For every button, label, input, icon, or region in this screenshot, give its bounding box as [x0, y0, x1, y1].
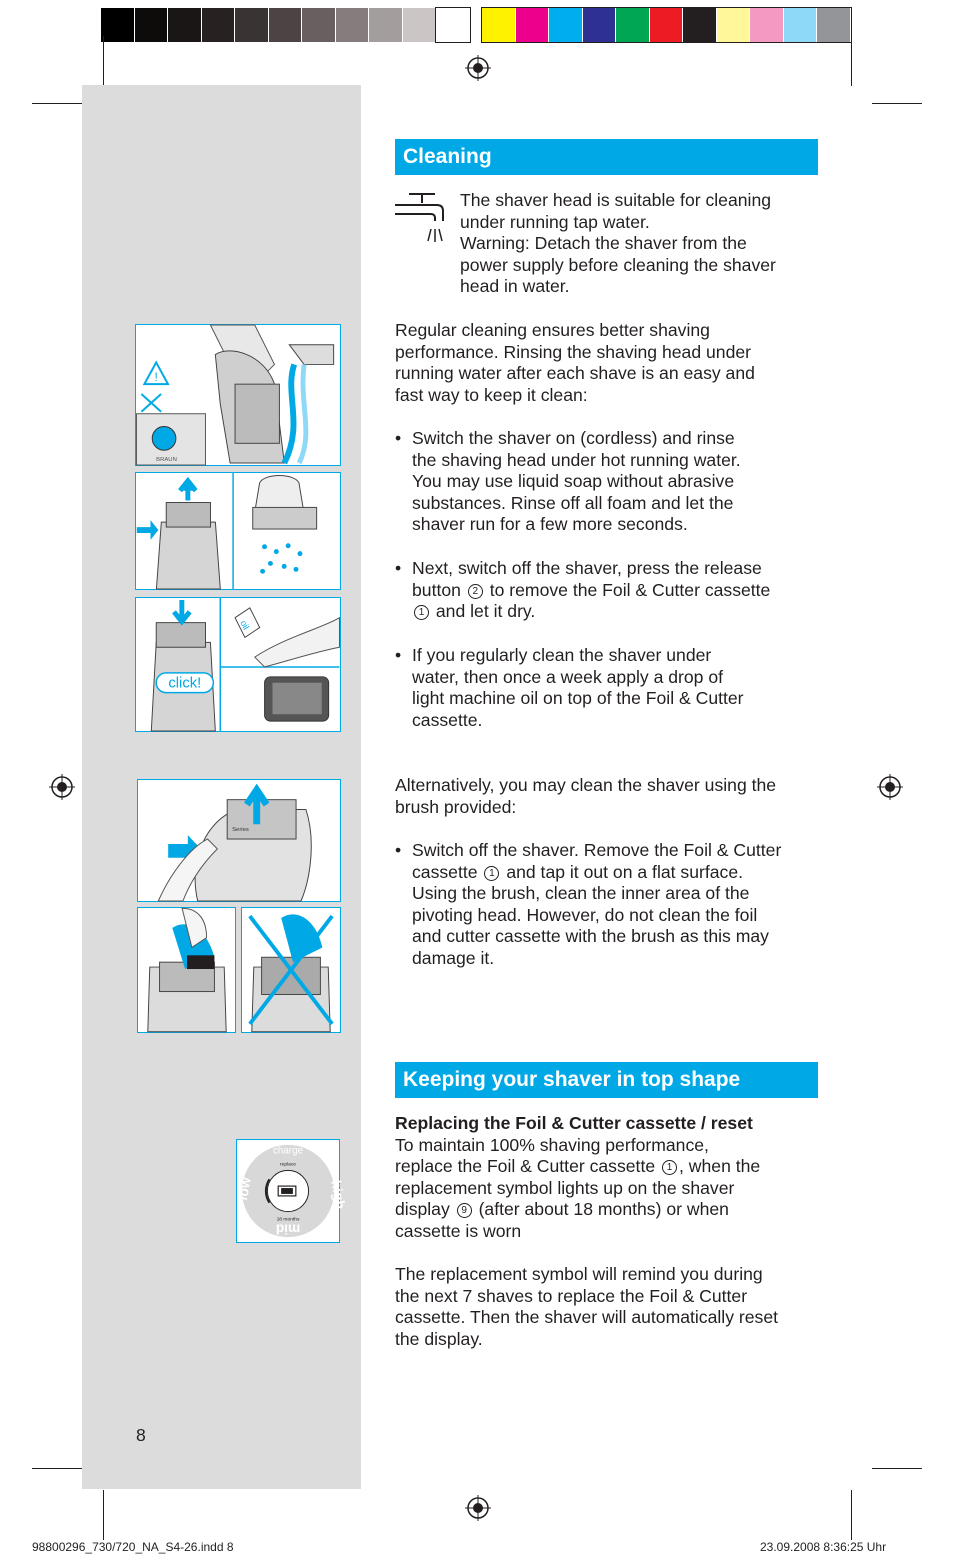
registration-mark-right [877, 774, 903, 800]
subheading-replacing: Replacing the Foil & Cutter cassette / reset [395, 1113, 753, 1133]
display-low: low [234, 1176, 254, 1202]
color-swatch [101, 8, 135, 42]
replacement-reminder-text: The replacement symbol will remind you during the next 7 shaves to replace the Foil & Cutter cassette. Then the shaver will automatically reset the display. [395, 1264, 779, 1349]
illustration-do-not-brush-cassette [241, 907, 341, 1033]
display-months: 18 months [276, 1217, 300, 1223]
click-label: click! [168, 675, 202, 692]
color-swatch [583, 8, 617, 42]
process-color-bar [482, 8, 851, 42]
color-swatch [436, 8, 470, 42]
color-swatch [202, 8, 236, 42]
color-swatch [650, 8, 684, 42]
ref-number: 9 [457, 1203, 472, 1218]
oil-label: oil [238, 618, 252, 632]
color-swatch [683, 8, 717, 42]
bullet-brush: • Switch off the shaver. Remove the Foil & Cutter cassette 1 and tap it out on a flat surface. Using the brush, clean the inner area of the pivoting head. However, do not clean the foil and cutter cassette with the brush as this may damage it. [395, 840, 782, 968]
section-heading-cleaning: Cleaning [395, 139, 818, 175]
illustration-insert-and-oil [135, 597, 341, 732]
registration-mark-bottom [465, 1495, 491, 1521]
display-charge: charge [273, 1145, 303, 1157]
ref-number: 1 [662, 1160, 677, 1175]
series-label: Series [232, 827, 249, 834]
cleaning-intro: Regular cleaning ensures better shaving performance. Rinsing the shaving head under running water after each shave is an easy and fast way to keep it clean: [395, 320, 755, 405]
page-number: 8 [136, 1425, 146, 1445]
color-swatch [717, 8, 751, 42]
display-mid: mid [275, 1221, 301, 1237]
ref-number: 1 [414, 605, 429, 620]
footer-timestamp: 23.09.2008 8:36:25 Uhr [760, 1540, 887, 1554]
color-swatch [516, 8, 550, 42]
tap-water-note: The shaver head is suitable for cleaning under running tap water. Warning: Detach the shaver from the power supply before cleaning the shaver head in water. [460, 190, 776, 297]
color-swatch [482, 8, 516, 42]
illustration-remove-cassette [135, 472, 341, 590]
color-swatch [269, 8, 303, 42]
registration-mark-top [465, 55, 491, 81]
color-swatch [168, 8, 202, 42]
display-high: high [328, 1179, 348, 1211]
grayscale-color-bar [101, 8, 470, 42]
bullet-remove-cassette: • Next, switch off the shaver, press the release button 2 to remove the Foil & Cutter cassette 1 and let it dry. [395, 558, 771, 622]
color-swatch [817, 8, 851, 42]
display-replace: replace [279, 1162, 297, 1168]
color-swatch [549, 8, 583, 42]
tap-water-icon [393, 193, 449, 245]
color-swatch [302, 8, 336, 42]
color-swatch [616, 8, 650, 42]
ref-number: 2 [468, 584, 483, 599]
alternative-brush-intro: Alternatively, you may clean the shaver using the brush provided: [395, 775, 777, 817]
illustration-replacement-display [234, 1139, 348, 1243]
svg-text:!: ! [154, 370, 158, 385]
replacing-cassette-text: Replacing the Foil & Cutter cassette / reset To maintain 100% shaving performance, replace the Foil & Cutter cassette 1 , when the replacement symbol lights up on the shaver display 9 (after about 18 months) or when cassette is worn [395, 1113, 820, 1243]
color-swatch [403, 8, 437, 42]
illustration-rinse-under-tap [135, 324, 341, 466]
brand-label: BRAUN [156, 457, 177, 464]
bullet-rinse: • Switch the shaver on (cordless) and rinse the shaving head under hot running water. You may use liquid soap without abrasive substances. Rinse off all foam and let the shaver run for a few more seconds. [395, 428, 741, 535]
registration-mark-left [49, 774, 75, 800]
color-swatch [135, 8, 169, 42]
color-swatch [235, 8, 269, 42]
ref-number: 1 [484, 866, 499, 881]
footer-file-info: 98800296_730/720_NA_S4-26.indd 8 [32, 1540, 234, 1554]
color-swatch [750, 8, 784, 42]
section-heading-top-shape: Keeping your shaver in top shape [395, 1062, 818, 1098]
illustration-brush-pivoting-head [137, 907, 236, 1033]
bullet-oil: • If you regularly clean the shaver under water, then once a week apply a drop of light machine oil on top of the Foil & Cutter cassette. [395, 645, 744, 730]
color-swatch [336, 8, 370, 42]
color-swatch [784, 8, 818, 42]
illustration-tap-out-cassette [137, 779, 341, 902]
color-swatch [369, 8, 403, 42]
